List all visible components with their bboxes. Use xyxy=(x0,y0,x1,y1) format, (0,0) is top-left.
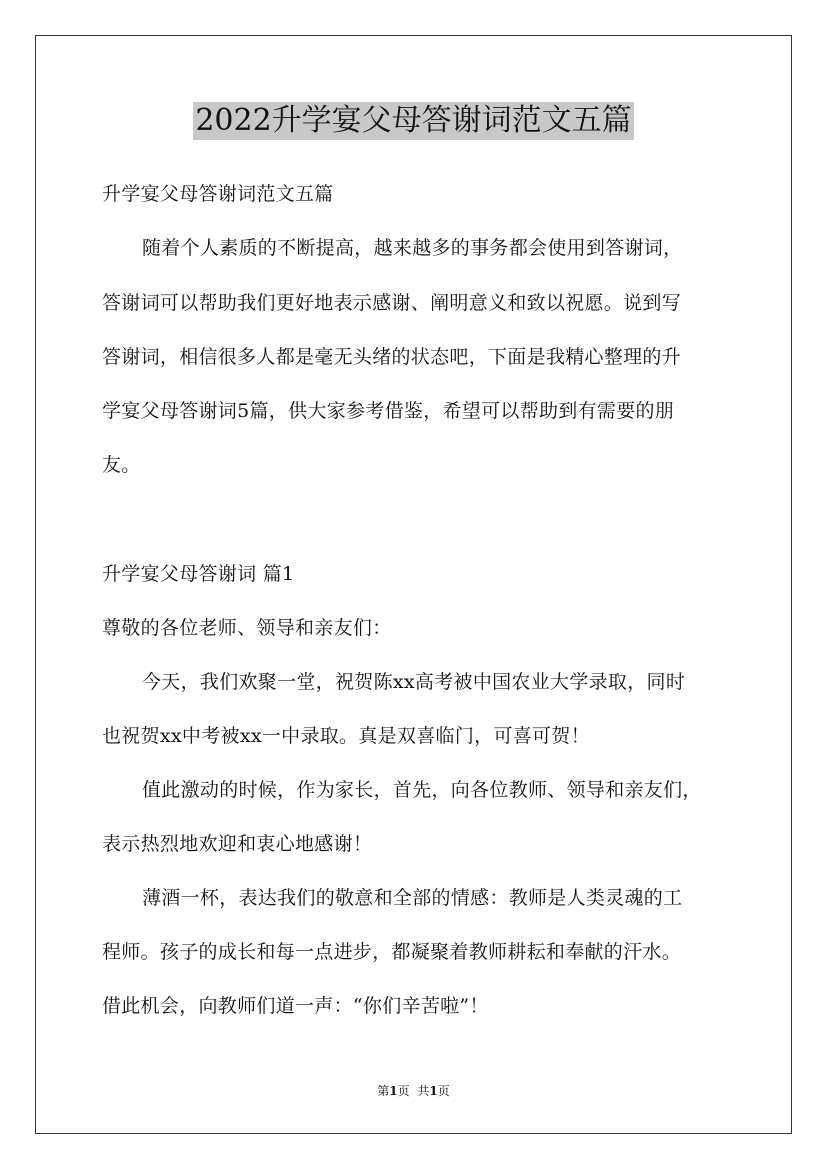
body-line: 程师。孩子的成长和每一点进步，都凝聚着教师耕耘和奉献的汗水。 xyxy=(102,941,682,963)
body-line: 值此激动的时候，作为家长，首先，向各位教师、领导和亲友们， xyxy=(142,779,702,801)
body-line: 今天，我们欢聚一堂，祝贺陈xx高考被中国农业大学录取，同时 xyxy=(142,671,686,693)
body-line: 薄酒一杯，表达我们的敬意和全部的情感：教师是人类灵魂的工 xyxy=(142,887,683,909)
page-number: 1 xyxy=(389,1084,398,1098)
intro-line: 友。 xyxy=(102,454,141,476)
salutation: 尊敬的各位老师、领导和亲友们： xyxy=(102,617,392,639)
document-title: 2022升学宴父母答谢词范文五篇 xyxy=(195,103,632,138)
intro-line: 学宴父母答谢词5篇，供大家参考借鉴，希望可以帮助到有需要的朋 xyxy=(102,400,675,422)
total-suffix: 页 xyxy=(437,1084,450,1098)
title-container xyxy=(0,102,827,140)
page-suffix: 页 xyxy=(397,1084,410,1098)
body-line: 表示热烈地欢迎和衷心地感谢！ xyxy=(102,833,373,855)
page-footer xyxy=(0,1083,827,1099)
body-line: 也祝贺xx中考被xx一中录取。真是双喜临门，可喜可贺！ xyxy=(102,725,590,747)
intro-line: 随着个人素质的不断提高，越来越多的事务都会使用到答谢词， xyxy=(142,237,683,259)
subtitle: 升学宴父母答谢词范文五篇 xyxy=(102,183,334,205)
total-prefix: 共 xyxy=(417,1084,430,1098)
total-pages: 1 xyxy=(429,1084,438,1098)
intro-line: 答谢词，相信很多人都是毫无头绪的状态吧，下面是我精心整理的升 xyxy=(102,346,682,368)
body-line: 借此机会，向教师们道一声：“你们辛苦啦”！ xyxy=(102,995,489,1017)
section-heading: 升学宴父母答谢词 篇1 xyxy=(102,563,295,585)
page-prefix: 第 xyxy=(377,1084,390,1098)
intro-line: 答谢词可以帮助我们更好地表示感谢、阐明意义和致以祝愿。说到写 xyxy=(102,292,682,314)
